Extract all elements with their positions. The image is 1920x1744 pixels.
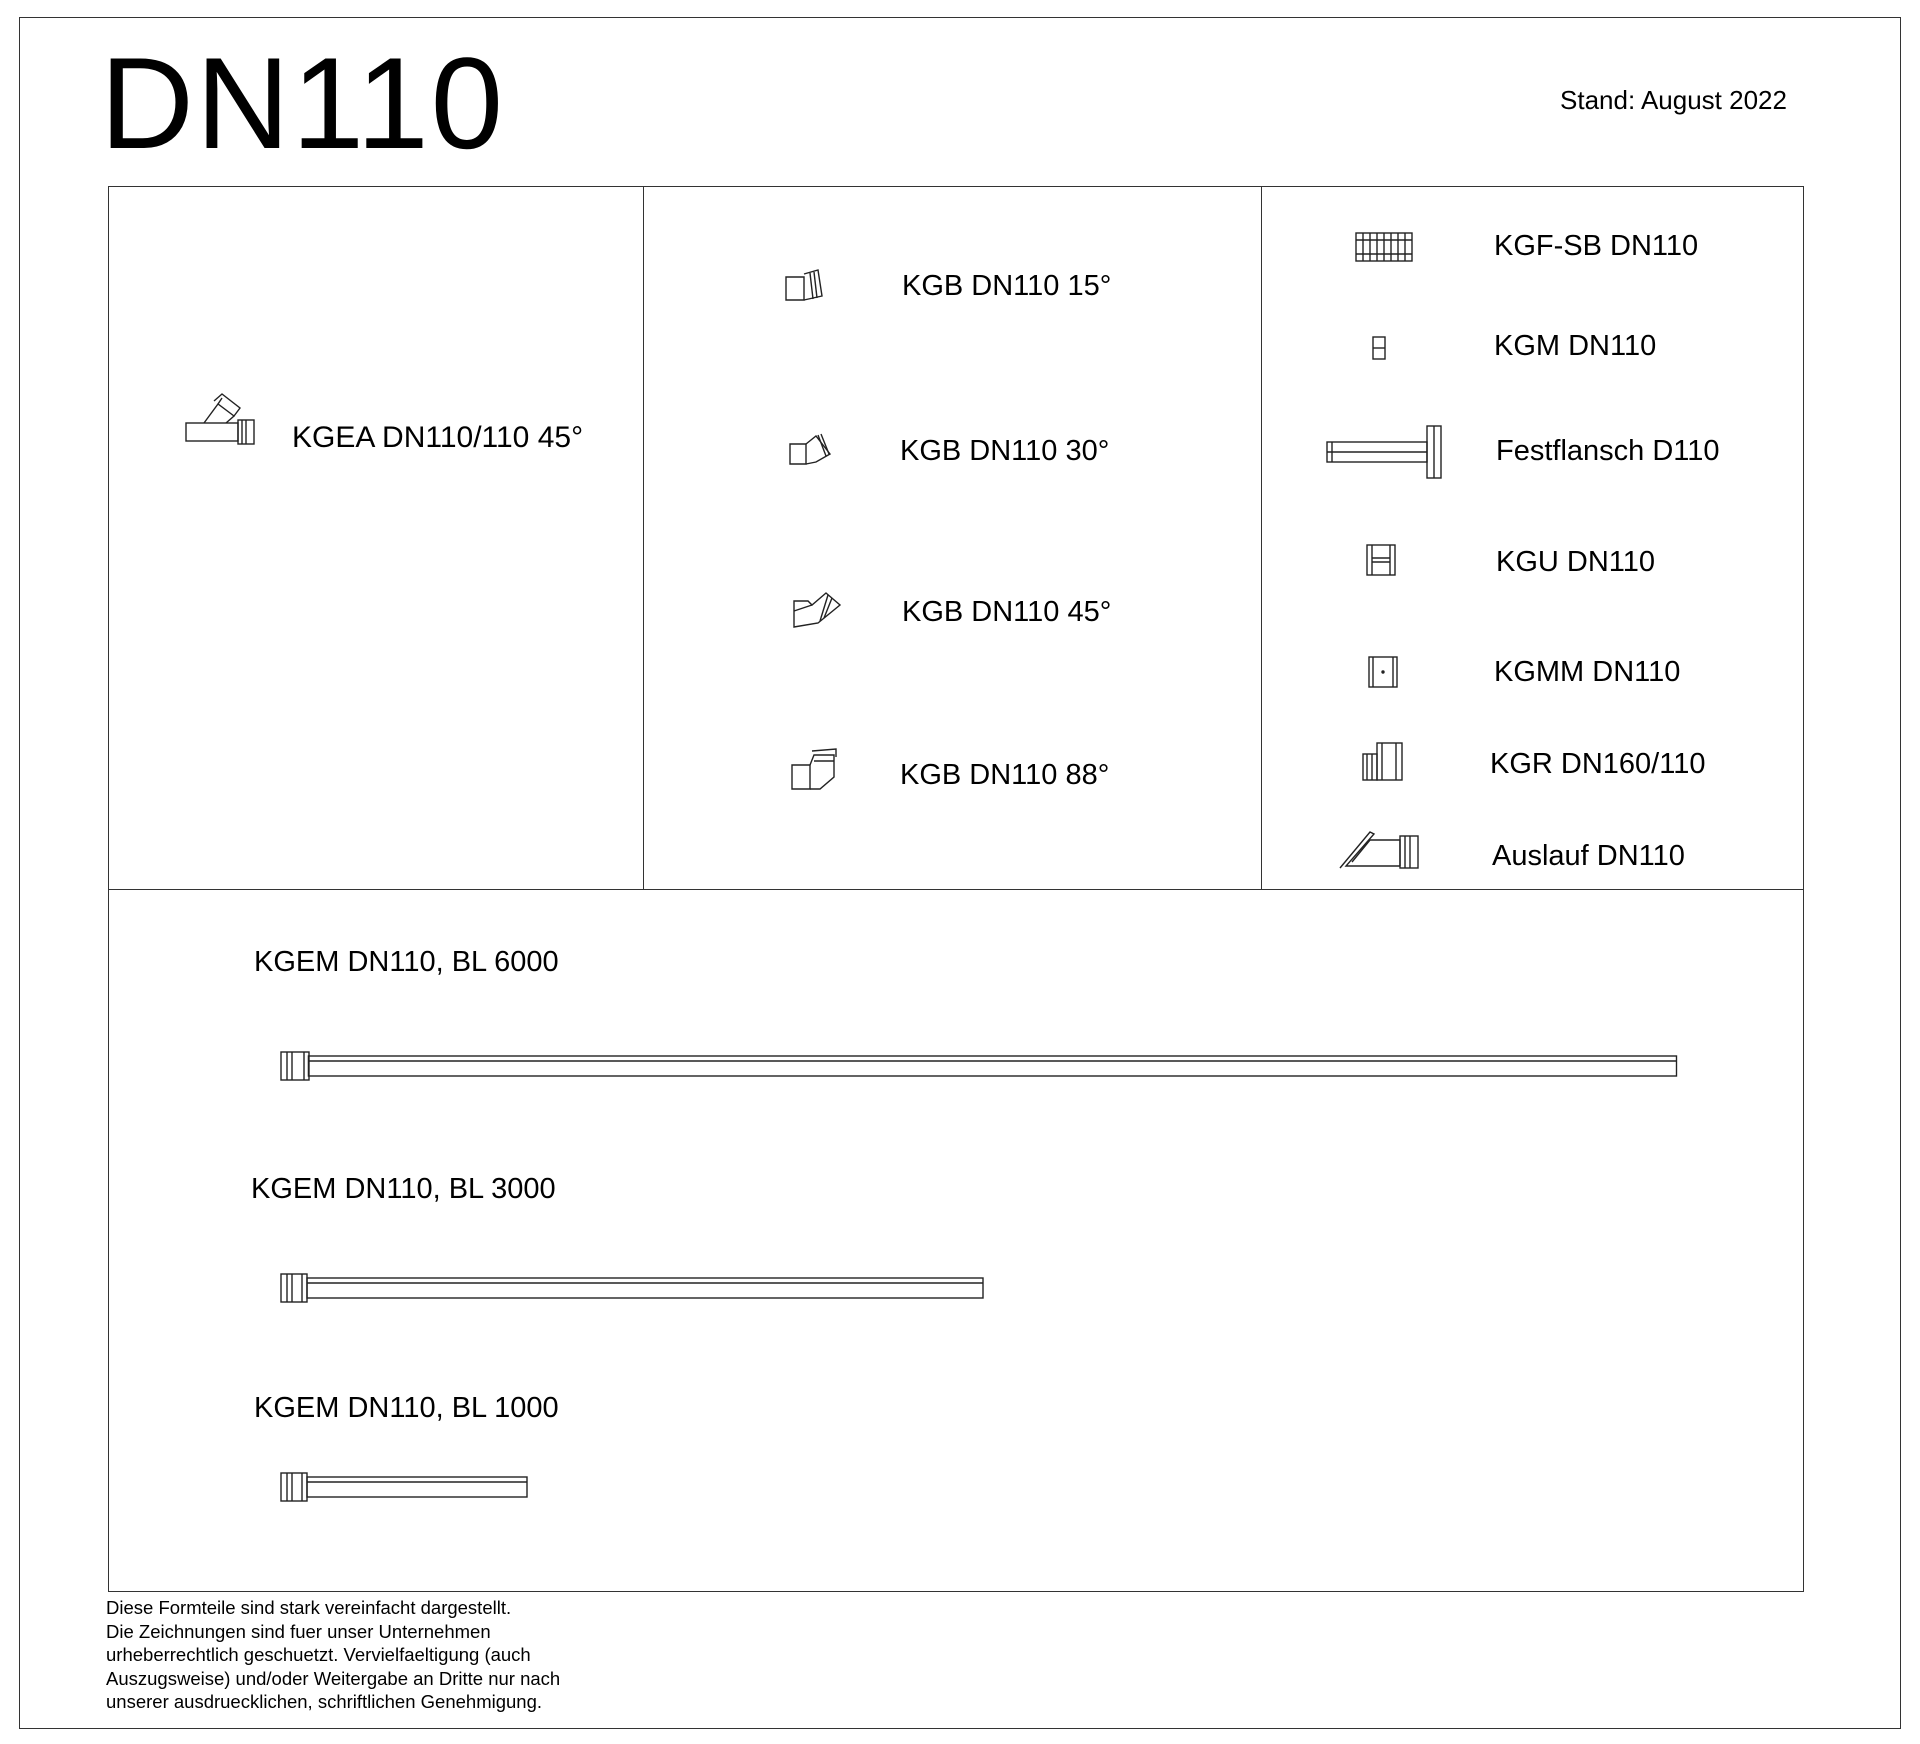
fixed-flange-icon bbox=[1326, 425, 1444, 479]
bend-88-icon bbox=[790, 747, 838, 791]
part-label-kgb-88: KGB DN110 88° bbox=[900, 759, 1110, 791]
table-divider-left bbox=[643, 186, 644, 890]
pipe-3000-icon bbox=[280, 1273, 985, 1303]
table-divider-right bbox=[1261, 186, 1262, 890]
bend-30-icon bbox=[788, 432, 832, 466]
pipe-6000-icon bbox=[280, 1051, 1680, 1081]
part-label-kgb-45: KGB DN110 45° bbox=[902, 596, 1112, 628]
part-label-kgb-30: KGB DN110 30° bbox=[900, 435, 1110, 467]
part-label-kgr: KGR DN160/110 bbox=[1490, 748, 1706, 780]
notice-line: Die Zeichnungen sind fuer unser Unternehmen bbox=[106, 1620, 491, 1642]
notice-line: Diese Formteile sind stark vereinfacht dargestellt. bbox=[106, 1597, 512, 1618]
part-label-kgmm: KGMM DN110 bbox=[1494, 656, 1681, 688]
branch-45-icon bbox=[184, 392, 256, 454]
bend-15-icon bbox=[784, 268, 824, 302]
part-label-festflansch: Festflansch D110 bbox=[1496, 435, 1720, 467]
notice-line: Auszugsweise) und/oder Weitergabe an Dritte nur nach bbox=[106, 1667, 561, 1689]
part-label-kgm: KGM DN110 bbox=[1494, 330, 1657, 362]
bend-45-icon bbox=[792, 591, 842, 629]
part-label-kgb-15: KGB DN110 15° bbox=[902, 270, 1112, 302]
part-label-kgem-3000: KGEM DN110, BL 3000 bbox=[251, 1173, 556, 1205]
part-label-auslauf: Auslauf DN110 bbox=[1492, 840, 1685, 872]
double-socket-icon bbox=[1368, 656, 1398, 688]
copyright-notice bbox=[106, 1596, 560, 1714]
table-divider-horizontal bbox=[108, 889, 1804, 890]
pipe-1000-icon bbox=[280, 1472, 530, 1502]
part-label-kgem-1000: KGEM DN110, BL 1000 bbox=[254, 1392, 559, 1424]
sleeve-icon bbox=[1372, 336, 1386, 360]
reducer-icon bbox=[1362, 742, 1404, 782]
part-label-kgea: KGEA DN110/110 45° bbox=[292, 421, 584, 454]
socket-pipe-icon bbox=[1355, 232, 1413, 262]
revision-date: Stand: August 2022 bbox=[1560, 85, 1787, 115]
outlet-icon bbox=[1338, 830, 1420, 870]
part-label-kgf-sb: KGF-SB DN110 bbox=[1494, 230, 1699, 262]
part-label-kgem-6000: KGEM DN110, BL 6000 bbox=[254, 946, 559, 978]
notice-line: unserer ausdruecklichen, schriftlichen Genehmigung. bbox=[106, 1691, 543, 1712]
part-label-kgu: KGU DN110 bbox=[1496, 546, 1656, 578]
page-title: DN110 bbox=[100, 30, 506, 176]
slip-coupler-icon bbox=[1366, 544, 1396, 576]
notice-line: urheberrechtlich geschuetzt. Vervielfaeltigung (auch bbox=[106, 1644, 531, 1665]
